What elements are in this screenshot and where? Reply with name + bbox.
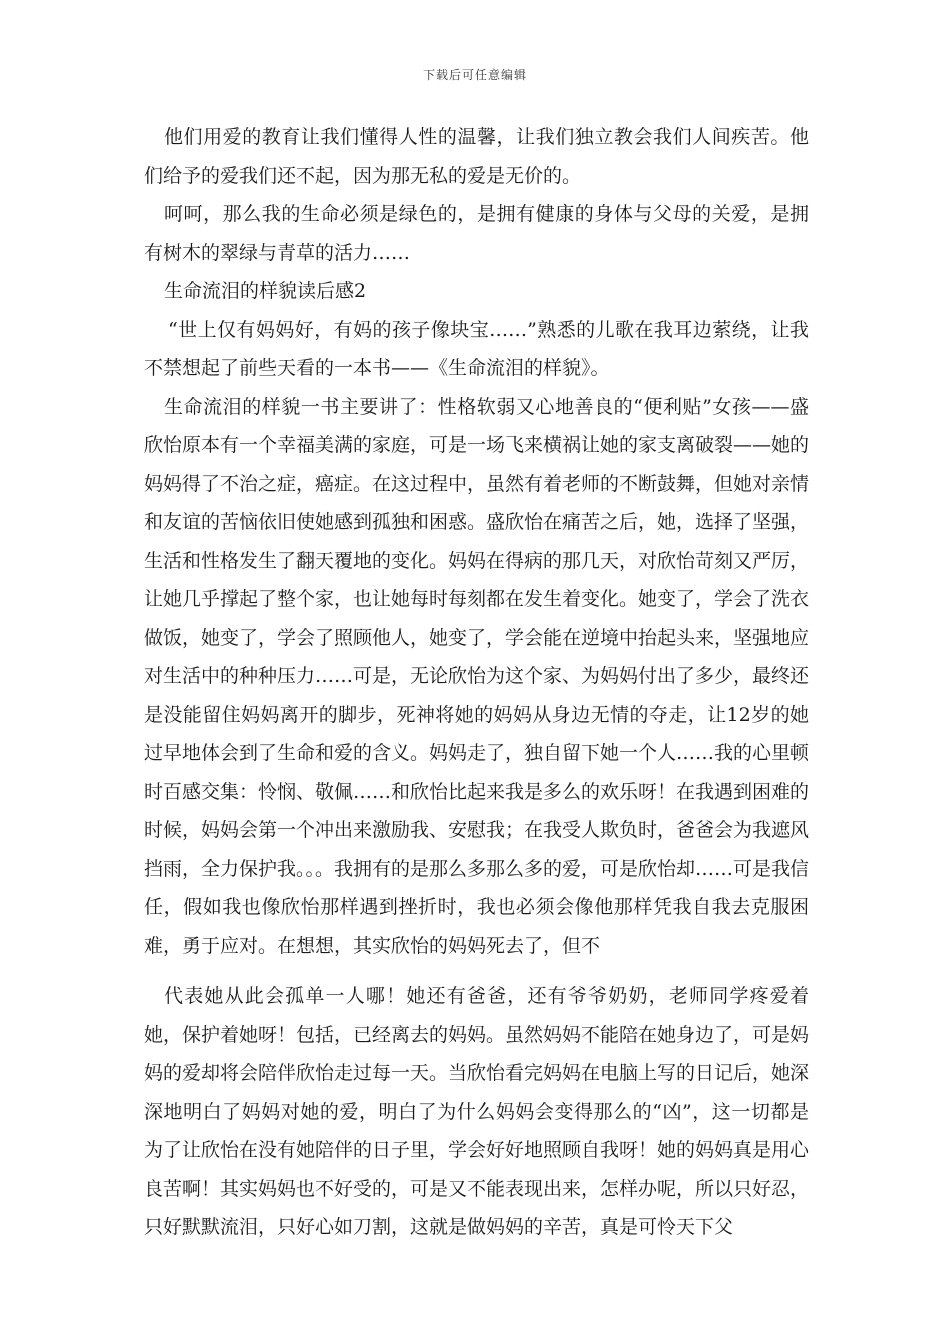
page-header: 下载后可任意编辑 [422,68,527,82]
paragraph-1: 他们用爱的教育让我们懂得人性的温馨，让我们独立教会我们人间疾苦。他们给予的爱我们还不起，因为那无私的爱是无价的。 [144,126,809,187]
paragraph-2: 呵呵，那么我的生命必须是绿色的，是拥有健康的身体与父母的关爱，是拥有树木的翠绿与青草的活力…… [144,203,809,264]
paragraph-5: 代表她从此会孤单一人哪！她还有爸爸，还有爷爷奶奶，老师同学疼爱着她，保护着她呀！包括，已经离去的妈妈。虽然妈妈不能陪在她身边了，可是妈妈的爱却将会陪伴欣怡走过每一天。当欣怡看完妈妈在电脑上写的日记后，她深深地明白了妈妈对她的爱，明白了为什么妈妈会变得那么的“凶”，这一切都是为了让欣怡在没有她陪伴的日子里，学会好好地照顾自我呀！她的妈妈真是用心良苦啊！其实妈妈也不好受的，可是又不能表现出来，怎样办呢，所以只好忍，只好默默流泪，只好心如刀割，这就是做妈妈的辛苦，真是可怜天下父 [144,985,810,1238]
paragraph-4: 生命流泪的样貌一书主要讲了：性格软弱又心地善良的“便利贴”女孩——盛欣怡原本有一个幸福美满的家庭，可是一场飞来横祸让她的家支离破裂——她的妈妈得了不治之症，癌症。在这过程中，虽然有着老师的不断鼓舞，但她对亲情和友谊的苦恼依旧使她感到孤独和困惑。盛欣怡在痛苦之后，她，选择了坚强，生活和性格发生了翻天覆地的变化。妈妈在得病的那几天，对欣怡苛刻又严厉，让她几乎撑起了整个家，也让她每时每刻都在发生着变化。她变了，学会了洗衣做饭，她变了，学会了照顾他人，她变了，学会能在逆境中抬起头来，坚强地应对生活中的种种压力……可是，无论欣怡为这个家、为妈妈付出了多少，最终还是没能留住妈妈离开的脚步，死神将她的妈妈从身边无情的夺走，让12岁的她过早地体会到了生命和爱的含义。妈妈走了，独自留下她一个人……我的心里顿时百感交集：怜悯、敬佩……和欣怡比起来我是多么的欢乐呀！在我遇到困难的时候，妈妈会第一个冲出来激励我、安慰我；在我受人欺负时，爸爸会为我遮风挡雨，全力保护我。。。我拥有的是那么多那么多的爱，可是欣怡却……可是我信任，假如我也像欣怡那样遇到挫折时，我也必须会像他那样凭我自我去克服困难，勇于应对。在想想，其实欣怡的妈妈死去了，但不 [144,395,810,957]
section-title: 生命流泪的样貌读后感2 [164,280,367,302]
document-body [144,118,809,1247]
paragraph-3: “世上仅有妈妈好，有妈的孩子像块宝……”熟悉的儿歌在我耳边萦绕，让我不禁想起了前些天看的一本书——《生命流泪的样貌》。 [144,318,809,379]
